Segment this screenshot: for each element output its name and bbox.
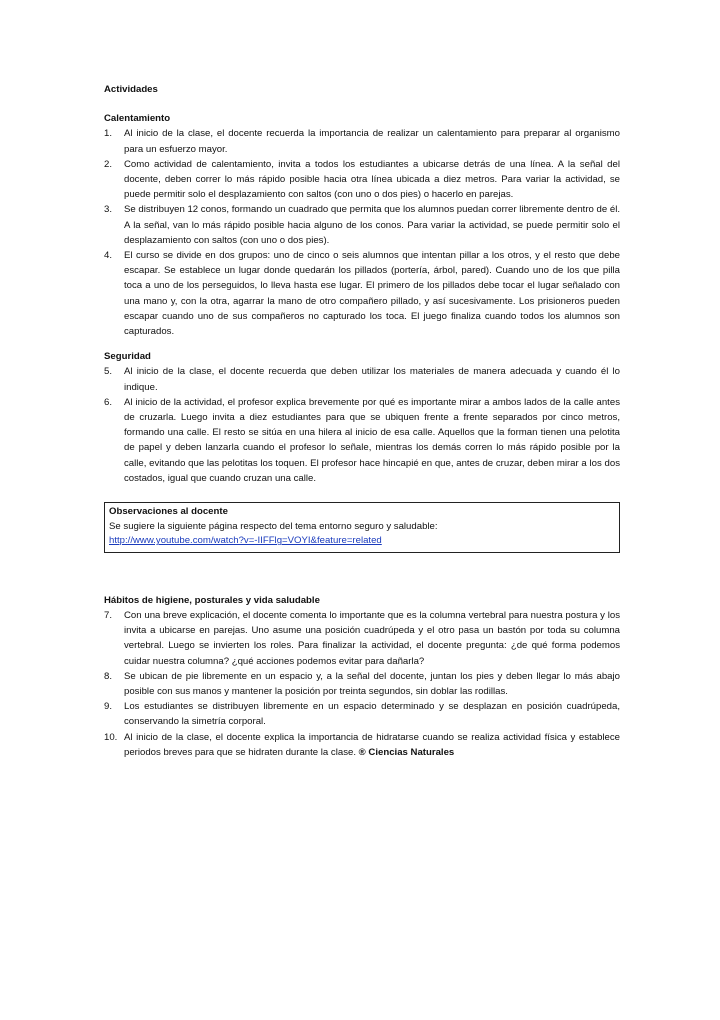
item-text: Los estudiantes se distribuyen libremente en un espacio determinado y se desplazan en posición cuadrúpeda, conservando la simetría corporal.: [124, 701, 620, 728]
document-title: Actividades: [104, 84, 158, 95]
item-number: 5.: [104, 366, 113, 378]
item-text: Con una breve explicación, el docente comenta lo importante que es la columna vertebral para nuestra postura y los invita a ubicarse en parejas. Uno asume una posición cuadrúpeda y el otro pasa un bastón por toda su columna vertebral. Luego se invierten los roles. Para finalizar la actividad, el docente pregunta: ¿de qué forma podemos cuidar nuestra columna? ¿qué acciones podemos evitar para dañarla?: [124, 610, 620, 667]
section-seguridad: [104, 349, 620, 486]
item-number: 2.: [104, 158, 113, 170]
list-item: [104, 669, 620, 699]
section-habitos: [104, 593, 620, 760]
list-item: [104, 730, 620, 760]
item-text: Se ubican de pie libremente en un espacio y, a la señal del docente, juntan los pies y deben llegar lo más abajo posible con sus manos y mantener la posición por treinta segundos, sin doblar las rodillas.: [124, 670, 620, 698]
item-number: 3.: [104, 204, 113, 216]
item-text: El curso se divide en dos grupos: uno de cinco o seis alumnos que intentan pillar a los otros, y el resto que debe escapar. Se establece un lugar donde quedarán los pillados (portería, árbol, pared). Cuando uno de los que pilla toca a uno de los perseguidos, lo lleva hasta ese lugar. El primero de los pillados debe tocar el lugar señalado con una mano y, con la otra, agarrar la mano de otro compañero pillado, y así sucesivamente. Los prisioneros pueden escapar cuando uno de sus compañeros no capturado los toca. El juego finaliza cuando todos los alumnos son capturados.: [124, 250, 620, 338]
list-item: [104, 608, 620, 669]
list-item: [104, 248, 620, 339]
document-body: [104, 82, 620, 770]
item-number: 6.: [104, 396, 113, 408]
list-habitos: [104, 608, 620, 760]
teacher-notes-link[interactable]: http://www.youtube.com/watch?v=-IIFFlg=VOYI&feature=related: [109, 535, 382, 547]
list-item: [104, 699, 620, 729]
section-heading-calentamiento: Calentamiento: [104, 113, 171, 125]
item-text: Al inicio de la clase, el docente recuerda que deben utilizar los materiales de manera adecuada y cuando él lo indique.: [124, 366, 620, 393]
item-number: 9.: [104, 701, 113, 713]
item-number: 4.: [104, 250, 113, 262]
item-number: 8.: [104, 670, 113, 682]
teacher-notes-text: Se sugiere la siguiente página respecto del tema entorno seguro y saludable:: [109, 520, 438, 532]
item-number: 1.: [104, 128, 113, 140]
teacher-notes-heading: Observaciones al docente: [109, 506, 228, 518]
section-heading-habitos: Hábitos de higiene, posturales y vida saludable: [104, 594, 320, 606]
list-item: [104, 202, 620, 248]
item-text: Al inicio de la actividad, el profesor explica brevemente por qué es importante mirar a ambos lados de la calle antes de cruzarla. Luego invita a diez estudiantes para que se ubiquen frente a frente separados por cinco metros, formando una calle. El resto se sitúa en una hilera al inicio de esa calle. Aquellos que la forman tienen una pelotita de papel y deben lanzarla cuando el profesor lo señale, mientras los demás corren lo más rápido posible por la calle, evitando que las pelotitas los toquen. El profesor hace hincapié en que, antes de cruzar, deben mirar a los dos costados, igual que cuando cruzan una calle.: [124, 396, 620, 484]
list-item: [104, 157, 620, 203]
list-item: [104, 395, 620, 486]
teacher-notes-box: [104, 502, 620, 553]
section-heading-seguridad: Seguridad: [104, 351, 151, 363]
list-item: [104, 364, 620, 394]
item-trailing-bold: ® Ciencias Naturales: [358, 746, 455, 758]
item-text: Al inicio de la clase, el docente recuerda la importancia de realizar un calentamiento para preparar al organismo para un esfuerzo mayor.: [124, 128, 620, 155]
item-number: 7.: [104, 610, 113, 622]
list-seguridad: [104, 364, 620, 486]
item-text: Como actividad de calentamiento, invita a todos los estudiantes a ubicarse detrás de una línea. A la señal del docente, deben correr lo más rápido posible hacia otra línea ubicada a diez metros. Para variar la actividad, se puede permitir solo el desplazamiento con saltos (con uno o dos pies) o hacerlo en parejas.: [124, 158, 620, 201]
list-item: [104, 126, 620, 156]
list-calentamiento: [104, 126, 620, 339]
section-calentamiento: [104, 111, 620, 339]
item-number: 10.: [104, 731, 118, 743]
item-text: Al inicio de la clase, el docente explica la importancia de hidratarse cuando se realiza actividad física y establece periodos breves para que se hidraten durante la clase.: [124, 731, 620, 758]
item-text: Se distribuyen 12 conos, formando un cuadrado que permita que los alumnos puedan correr libremente dentro de él. A la señal, van lo más rápido posible hacia alguno de los conos. Para variar la actividad, se puede permitir solo el desplazamiento con saltos (con uno o dos pies).: [124, 204, 620, 246]
